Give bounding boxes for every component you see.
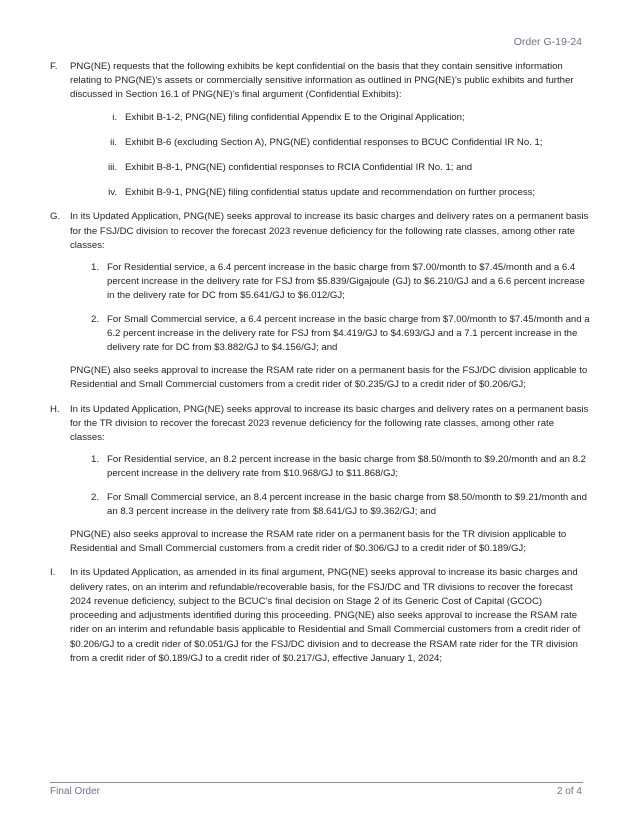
list-marker: iv. (108, 187, 117, 199)
paragraph-text: In its Updated Application, PNG(NE) seeks approval to increase its basic charges and delivery rates on a permanent basis for the TR division to recover the forecast 2023 revenue deficiency for the following rate classes, among other rate classes: (70, 403, 589, 444)
list-item (70, 261, 590, 304)
paragraph-f (50, 60, 590, 200)
list-marker: ii. (110, 136, 117, 148)
list-marker: 2. (90, 313, 99, 325)
list-item-text: For Residential service, a 6.4 percent increase in the basic charge from $7.00/month to $7.45/month and a 6.4 percent increase in the delivery rate for FSJ from $5.839/Gigajoule (GJ) to $6.210/GJ and a 6.6 percent increase in the delivery rate for DC from $5.641/GJ to $6.012/GJ; (107, 262, 585, 302)
paragraph-letter: H. (50, 403, 60, 415)
list-item-text: For Small Commercial service, an 8.4 percent increase in the basic charge from $8.50/month to $9.21/month and an 8.3 percent increase in the delivery rate from $8.641/GJ to $9.362/GJ; and (107, 491, 587, 517)
list-item (70, 453, 590, 481)
paragraph-letter: I. (50, 567, 56, 579)
footer-page-number: 2 of 4 (556, 786, 582, 797)
list-marker: 2. (90, 491, 99, 503)
list-item-text: For Small Commercial service, a 6.4 percent increase in the basic charge from $7.00/month to $7.45/month and a 6.2 percent increase in the delivery rate for FSJ from $4.419/GJ to $4.693/GJ and a 7.1 percent increase in the delivery rate for DC from $3.882/GJ to $4.156/GJ; and (107, 313, 590, 354)
paragraph-letter: G. (50, 211, 61, 223)
order-body (50, 60, 590, 676)
list-marker: 1. (90, 454, 99, 466)
confidential-exhibits-list (70, 111, 590, 201)
paragraph-i (50, 566, 590, 665)
list-item (70, 186, 590, 200)
list-marker: 1. (90, 262, 99, 274)
rate-class-list (70, 453, 590, 519)
paragraph-g (50, 210, 590, 392)
order-number-header: Order G-19-24 (513, 36, 582, 48)
paragraph-followup-text: PNG(NE) also seeks approval to increase the RSAM rate rider on a permanent basis for the TR division applicable to Residential and Small Commercial customers from a credit rider of $0.306/GJ to a credit rider of $0.189/GJ; (70, 529, 567, 555)
list-item (70, 136, 590, 150)
paragraph-followup-text: PNG(NE) also seeks approval to increase the RSAM rate rider on a permanent basis for the FSJ/DC division applicable to Residential and Small Commercial customers from a credit rider of $0.235/GJ to a credit rider of $0.206/GJ; (70, 365, 588, 391)
list-item-text: For Residential service, an 8.2 percent increase in the basic charge from $8.50/month to $9.20/month and an 8.2 percent increase in the delivery rate from $10.968/GJ to $11.868/GJ; (107, 454, 586, 480)
list-item-text: Exhibit B-9-1, PNG(NE) filing confidential status update and recommendation on further process; (125, 187, 536, 199)
paragraph-text: In its Updated Application, as amended in its final argument, PNG(NE) seeks approval to increase its basic charges and delivery rates, on an interim and refundable/recoverable basis, for the FSJ/DC and TR divisions to recover the forecast 2024 revenue deficiency, subject to the BCUC’s final decision on Stage 2 of its Generic Cost of Capital (GCOC) proceeding and adjustments identified during this proceeding. PNG(NE) also seeks approval to increase the RSAM rate rider on an interim and refundable basis applicable to Residential and Small Commercial customers from a credit rider of $0.206/GJ to a credit rider of $0.051/GJ for the FSJ/DC division and to decrease the RSAM rate rider for the TR division from a credit rider of $0.189/GJ to a credit rider of $0.217/GJ, effective January 1, 2024; (70, 567, 581, 664)
list-item (70, 313, 590, 356)
footer-divider (50, 782, 583, 783)
list-marker: iii. (107, 162, 117, 174)
list-item-text: Exhibit B-6 (excluding Section A), PNG(NE) confidential responses to BCUC Confidential IR No. 1; (125, 136, 543, 148)
list-marker: i. (112, 111, 117, 123)
paragraph-text: In its Updated Application, PNG(NE) seeks approval to increase its basic charges and delivery rates on a permanent basis for the FSJ/DC division to recover the forecast 2023 revenue deficiency for the following rate classes, among other rate classes: (70, 211, 589, 251)
paragraph-letter: F. (50, 61, 58, 72)
footer-document-title: Final Order (50, 786, 101, 797)
list-item (70, 161, 590, 175)
rate-class-list (70, 261, 590, 355)
list-item (70, 111, 590, 125)
paragraph-text: PNG(NE) requests that the following exhibits be kept confidential on the basis that they contain sensitive information relating to PNG(NE)’s assets or commercially sensitive information as outlined in PNG(NE)’s public exhibits and further discussed in Section 16.1 of PNG(NE)’s final argument (Confidential Exhibits): (70, 61, 574, 101)
list-item-text: Exhibit B-8-1, PNG(NE) confidential responses to RCIA Confidential IR No. 1; and (125, 162, 473, 174)
paragraph-h (50, 403, 590, 557)
list-item-text: Exhibit B-1-2, PNG(NE) filing confidential Appendix E to the Original Application; (125, 111, 465, 123)
list-item (70, 491, 590, 519)
